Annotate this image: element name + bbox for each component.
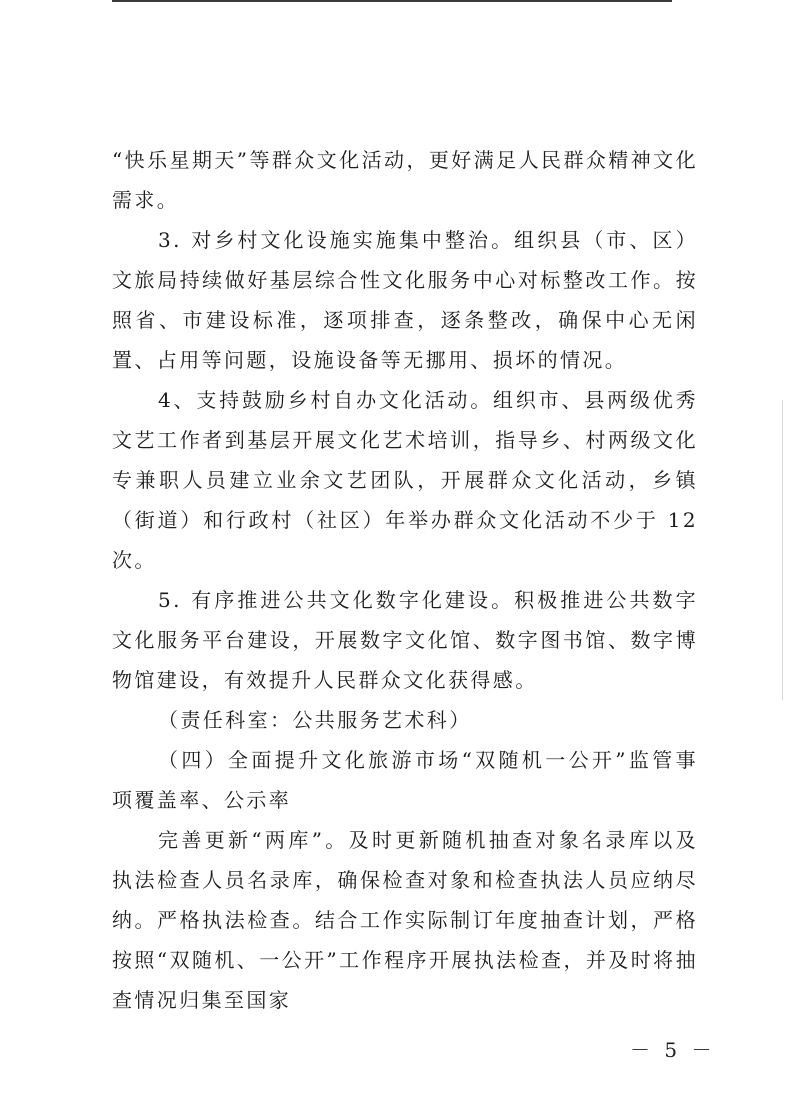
paragraph-continuation: “快乐星期天”等群众文化活动，更好满足人民群众精神文化需求。 xyxy=(112,148,698,212)
page-number: － 5 － xyxy=(630,1038,716,1062)
paragraph-item-3: 3. 对乡村文化设施实施集中整治。组织县（市、区）文旅局持续做好基层综合性文化服务中心对标整改工作。按照省、市建设标准，逐项排查，逐条整改，确保中心无闲置、占用等问题，设施设备等无挪用、损坏的情况。 xyxy=(112,228,698,372)
scan-edge-line xyxy=(782,400,783,700)
document-body xyxy=(112,140,698,1020)
paragraph-section-4-body: 完善更新“两库”。及时更新随机抽查对象名录库以及执法检查人员名录库，确保检查对象和检查执法人员应纳尽纳。严格执法检查。结合工作实际制订年度抽查计划，严格按照“双随机、一公开”工作程序开展执法检查，并及时将抽查情况归集至国家 xyxy=(112,828,698,1012)
paragraph-item-5: 5. 有序推进公共文化数字化建设。积极推进公共数字文化服务平台建设，开展数字文化馆、数字图书馆、数字博物馆建设，有效提升人民群众文化获得感。 xyxy=(112,588,698,692)
section-heading-4: （四）全面提升文化旅游市场“双随机一公开”监管事项覆盖率、公示率 xyxy=(112,748,698,812)
top-rule xyxy=(112,0,672,2)
paragraph-responsibility: （责任科室：公共服务艺术科） xyxy=(158,708,472,732)
paragraph-item-4: 4、支持鼓励乡村自办文化活动。组织市、县两级优秀文艺工作者到基层开展文化艺术培训，指导乡、村两级文化专兼职人员建立业余文艺团队，开展群众文化活动，乡镇（街道）和行政村（社区）年举办群众文化活动不少于 12 次。 xyxy=(112,388,698,572)
